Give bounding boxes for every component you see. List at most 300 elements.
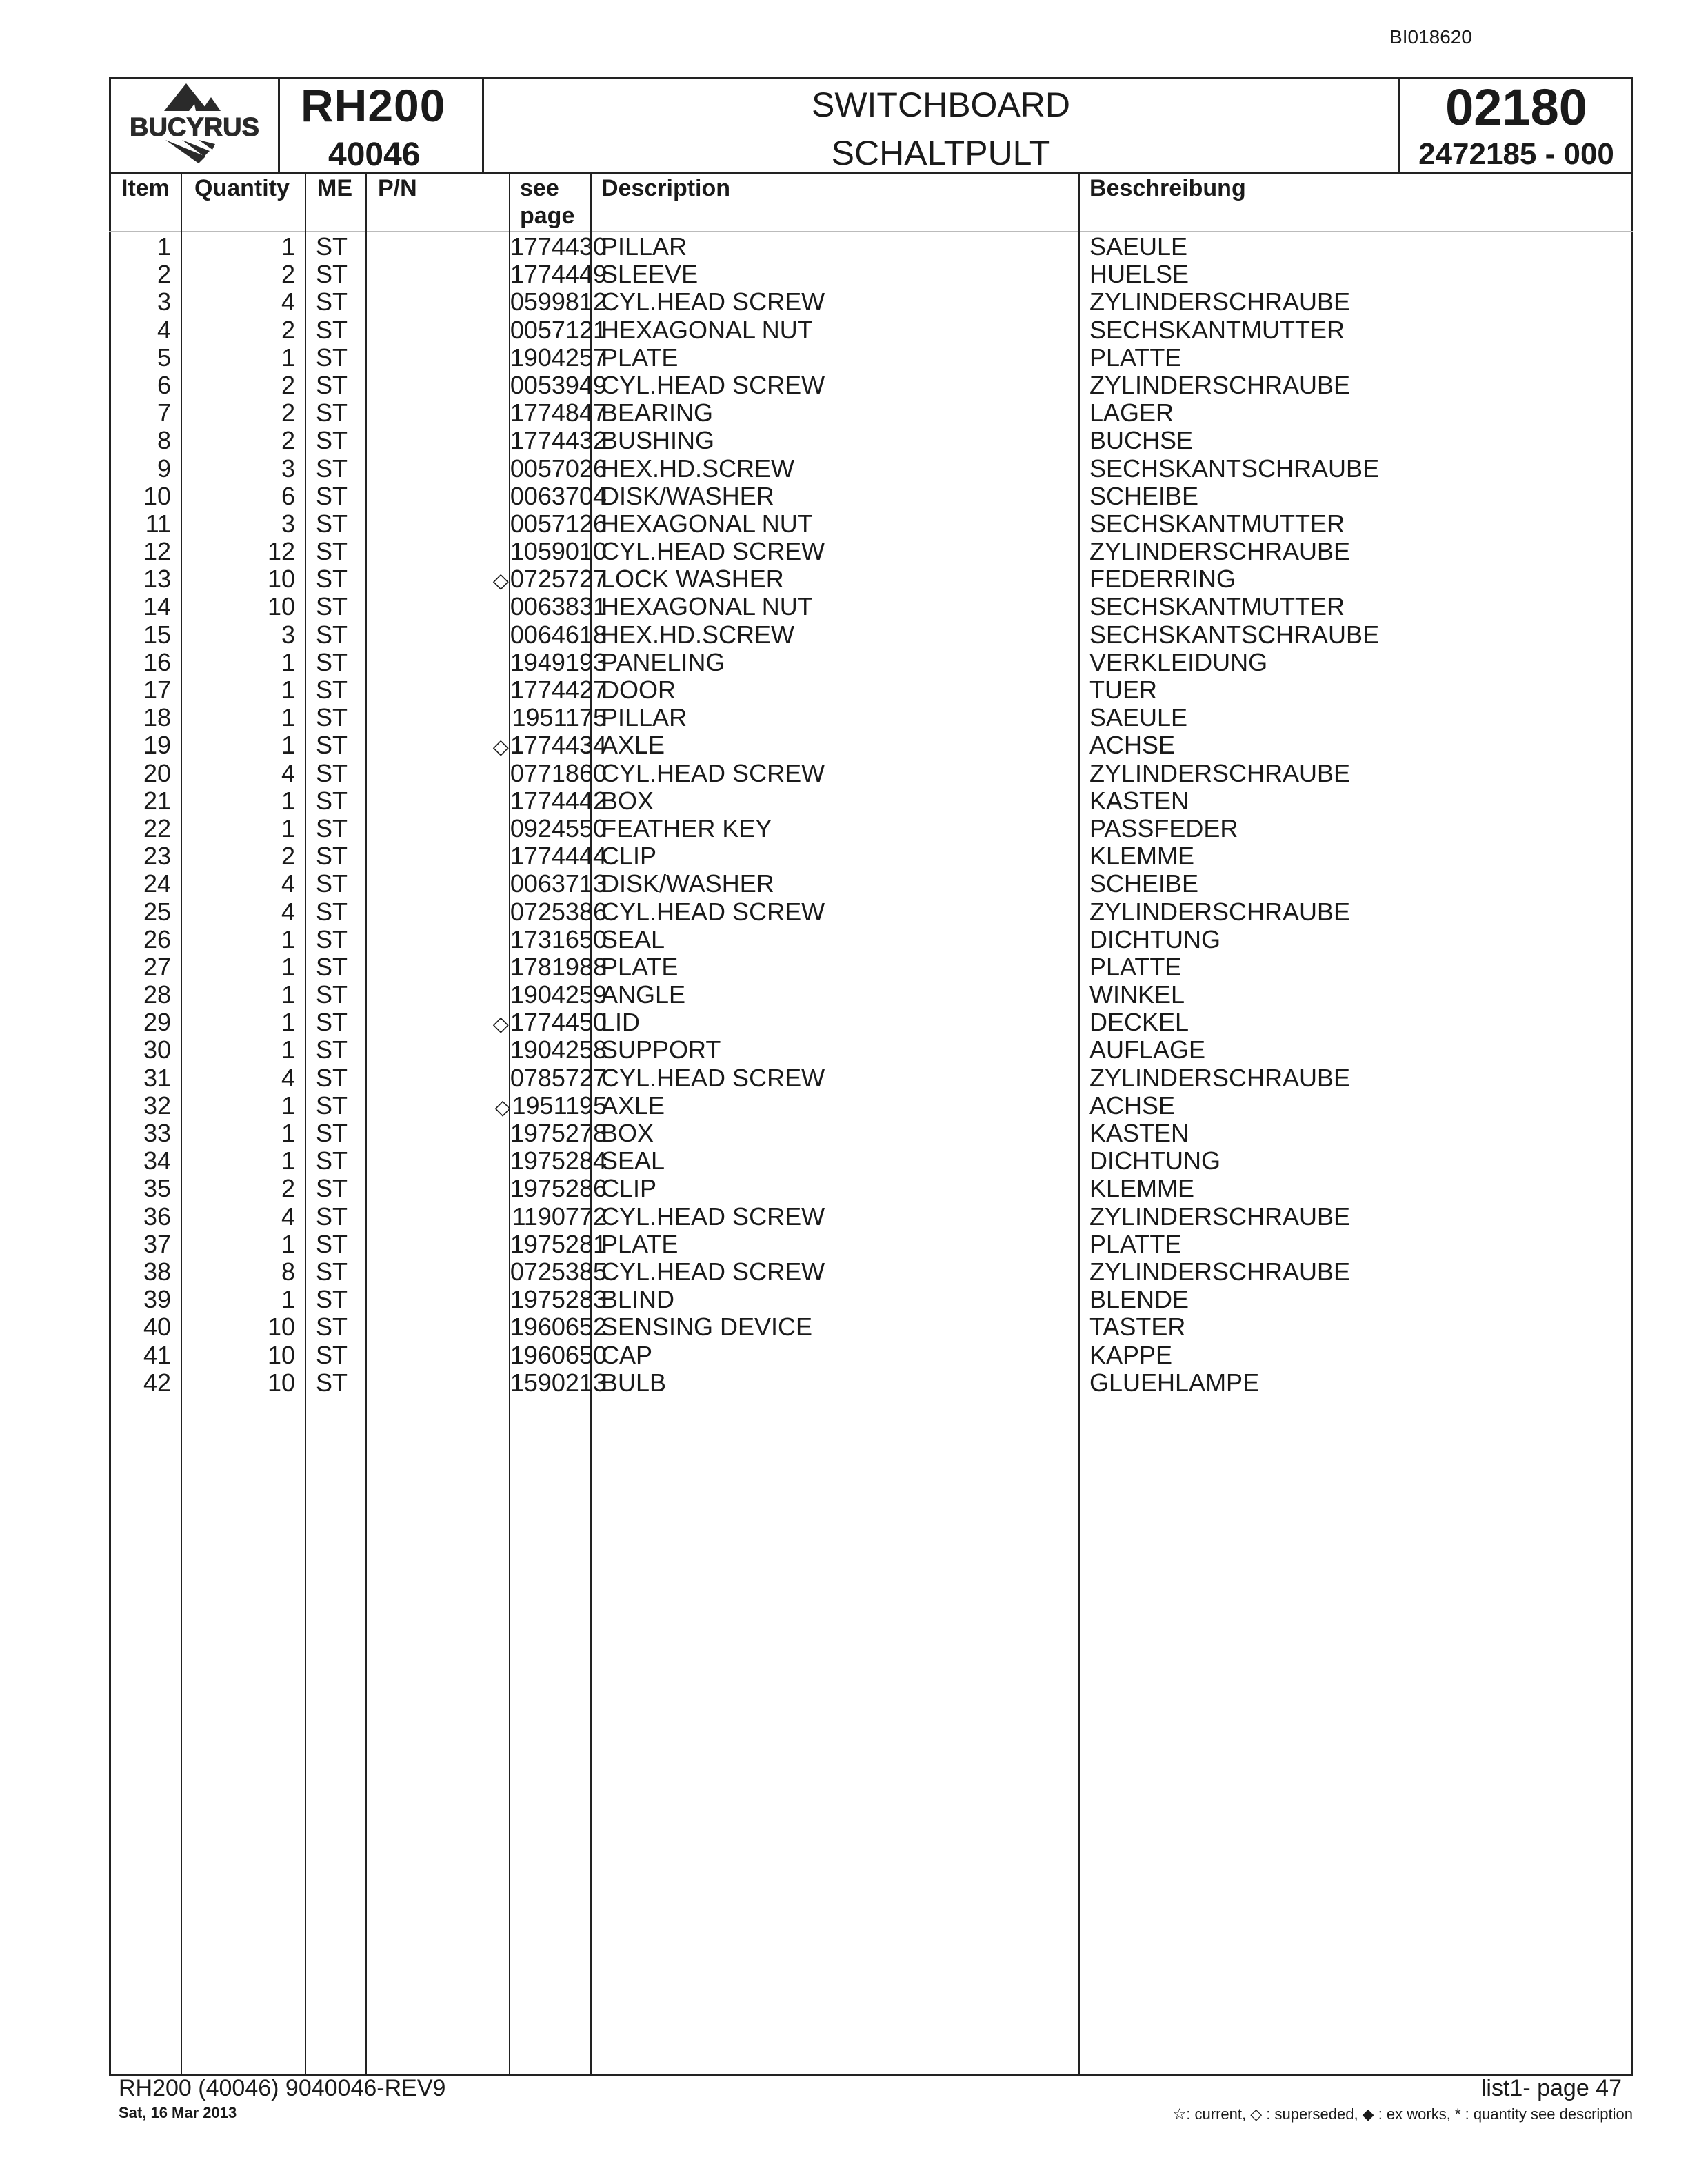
table-row [109, 344, 1633, 372]
part-number: 0599812 [510, 287, 607, 316]
part-number: 1774444 [510, 842, 607, 871]
table-row [109, 1064, 1633, 1092]
description-cell: CAP [601, 1340, 653, 1369]
item-cell: 4 [157, 315, 171, 344]
quantity-cell: 4 [281, 869, 295, 898]
item-cell: 22 [143, 813, 171, 842]
part-number: 1960650 [510, 1340, 607, 1369]
beschreibung-cell: PLATTE [1089, 1229, 1182, 1258]
part-number: 1774434 [510, 731, 607, 760]
description-cell: LOCK WASHER [601, 565, 784, 594]
unit-cell: ST [316, 620, 348, 649]
part-number-cell [370, 926, 607, 953]
description-cell: SEAL [601, 924, 665, 953]
table-row [109, 1036, 1633, 1064]
part-number: 0057121 [510, 315, 607, 344]
part-number-cell [370, 898, 607, 926]
group-cell [1400, 77, 1633, 172]
footer-legend: ☆: current, ◇ : superseded, ◆ : ex works, * : quantity see description [1172, 2105, 1633, 2123]
part-number-cell [370, 565, 607, 595]
table-row [109, 842, 1633, 870]
unit-cell: ST [316, 1119, 348, 1147]
description-cell: CYL.HEAD SCREW [601, 1257, 825, 1286]
footer-page-number: list1- page 47 [1480, 2075, 1622, 2101]
parts-table-body [109, 233, 1633, 1397]
description-cell: CYL.HEAD SCREW [601, 370, 825, 399]
col-header-me: ME [317, 175, 352, 201]
quantity-cell: 10 [267, 592, 295, 621]
beschreibung-cell: SECHSKANTMUTTER [1089, 509, 1345, 538]
part-number: 1975281 [510, 1229, 607, 1258]
col-header-description: Description [601, 175, 731, 201]
quantity-cell: 1 [281, 1091, 295, 1120]
quantity-cell: 1 [281, 952, 295, 981]
quantity-cell: 1 [281, 1229, 295, 1258]
part-number-cell [370, 1120, 607, 1147]
part-number: 1190772 [512, 1202, 607, 1231]
unit-cell: ST [316, 952, 348, 981]
unit-cell: ST [316, 924, 348, 953]
item-cell: 29 [143, 1008, 171, 1037]
part-number: 1975284 [510, 1146, 607, 1175]
item-cell: 25 [143, 897, 171, 926]
unit-cell: ST [316, 676, 348, 704]
description-cell: SENSING DEVICE [601, 1313, 813, 1342]
part-number-cell [370, 1369, 607, 1397]
quantity-cell: 2 [281, 842, 295, 871]
item-cell: 8 [157, 426, 171, 455]
item-cell: 21 [143, 786, 171, 815]
part-number: 0057026 [510, 454, 607, 483]
beschreibung-cell: PASSFEDER [1089, 813, 1238, 842]
beschreibung-cell: TUER [1089, 676, 1157, 704]
part-number: 0924550 [510, 813, 607, 842]
unit-cell: ST [316, 1313, 348, 1342]
footer-doc-ref: RH200 (40046) 9040046-REV9 [119, 2075, 446, 2101]
description-cell: FEATHER KEY [601, 813, 772, 842]
beschreibung-cell: ZYLINDERSCHRAUBE [1089, 758, 1351, 787]
part-number: 0063713 [510, 869, 607, 898]
part-number: 1975283 [510, 1285, 607, 1314]
unit-cell: ST [316, 1340, 348, 1369]
col-header-see: see [520, 175, 559, 201]
beschreibung-cell: SCHEIBE [1089, 869, 1199, 898]
beschreibung-cell: ACHSE [1089, 731, 1176, 760]
unit-cell: ST [316, 1008, 348, 1037]
beschreibung-cell: SECHSKANTSCHRAUBE [1089, 620, 1380, 649]
part-number-cell [370, 510, 607, 538]
quantity-cell: 4 [281, 1063, 295, 1092]
quantity-cell: 1 [281, 813, 295, 842]
logo-cell [109, 77, 280, 172]
quantity-cell: 1 [281, 703, 295, 732]
beschreibung-cell: KLEMME [1089, 842, 1195, 871]
part-number: 1975286 [510, 1174, 607, 1203]
superseded-icon: ◇ [494, 1095, 511, 1119]
unit-cell: ST [316, 1285, 348, 1314]
item-cell: 42 [143, 1368, 171, 1397]
part-number: 1774449 [510, 260, 607, 289]
part-number: 1774450 [510, 1008, 607, 1037]
unit-cell: ST [316, 897, 348, 926]
description-cell: AXLE [601, 1091, 665, 1120]
beschreibung-cell: ZYLINDERSCHRAUBE [1089, 1257, 1351, 1286]
part-number-cell [370, 288, 607, 316]
description-cell: AXLE [601, 731, 665, 760]
quantity-cell: 10 [267, 565, 295, 594]
superseded-icon: ◇ [492, 1013, 509, 1036]
table-row [109, 1009, 1633, 1036]
description-cell: CYL.HEAD SCREW [601, 897, 825, 926]
table-row [109, 483, 1633, 510]
document-id: BI018620 [1389, 26, 1472, 48]
quantity-cell: 1 [281, 786, 295, 815]
part-number-cell [370, 483, 607, 510]
unit-cell: ST [316, 842, 348, 871]
quantity-cell: 2 [281, 1174, 295, 1203]
part-number: 1904259 [510, 980, 607, 1009]
quantity-cell: 1 [281, 1285, 295, 1314]
quantity-cell: 4 [281, 897, 295, 926]
item-cell: 16 [143, 647, 171, 676]
description-cell: BLIND [601, 1285, 675, 1314]
beschreibung-cell: DICHTUNG [1089, 1146, 1220, 1175]
part-number-cell [370, 953, 607, 981]
table-row [109, 649, 1633, 676]
table-row [109, 1203, 1633, 1231]
unit-cell: ST [316, 565, 348, 594]
description-cell: DISK/WASHER [601, 869, 774, 898]
table-row [109, 455, 1633, 483]
table-row [109, 1147, 1633, 1175]
table-row [109, 815, 1633, 842]
unit-cell: ST [316, 287, 348, 316]
group-reference: 2472185 - 000 [1418, 137, 1614, 171]
quantity-cell: 4 [281, 287, 295, 316]
quantity-cell: 1 [281, 232, 295, 261]
description-cell: HEXAGONAL NUT [601, 509, 813, 538]
title-cell [484, 77, 1400, 172]
description-cell: PILLAR [601, 703, 687, 732]
table-row [109, 1369, 1633, 1397]
unit-cell: ST [316, 592, 348, 621]
table-row [109, 621, 1633, 649]
description-cell: CYL.HEAD SCREW [601, 1063, 825, 1092]
item-cell: 18 [143, 703, 171, 732]
quantity-cell: 8 [281, 1257, 295, 1286]
beschreibung-cell: SAEULE [1089, 703, 1188, 732]
item-cell: 6 [157, 370, 171, 399]
beschreibung-cell: GLUEHLAMPE [1089, 1368, 1260, 1397]
item-cell: 31 [143, 1063, 171, 1092]
part-number-cell [370, 649, 607, 676]
part-number-cell [370, 1009, 607, 1038]
beschreibung-cell: ZYLINDERSCHRAUBE [1089, 370, 1351, 399]
part-number-cell [370, 787, 607, 815]
part-number: 0064618 [510, 620, 607, 649]
item-cell: 39 [143, 1285, 171, 1314]
description-cell: BEARING [601, 398, 714, 427]
table-row [109, 565, 1633, 593]
part-number: 1774427 [510, 676, 607, 704]
description-cell: HEX.HD.SCREW [601, 454, 795, 483]
item-cell: 14 [143, 592, 171, 621]
quantity-cell: 1 [281, 1146, 295, 1175]
part-number-cell [370, 731, 607, 761]
beschreibung-cell: AUFLAGE [1089, 1035, 1206, 1064]
beschreibung-cell: HUELSE [1089, 260, 1189, 289]
beschreibung-cell: PLATTE [1089, 343, 1182, 372]
description-cell: BOX [601, 1119, 654, 1147]
part-number: 1774430 [510, 232, 607, 261]
description-cell: BULB [601, 1368, 667, 1397]
table-row [109, 953, 1633, 981]
description-cell: HEXAGONAL NUT [601, 315, 813, 344]
quantity-cell: 3 [281, 509, 295, 538]
description-cell: PANELING [601, 647, 725, 676]
part-number: 0725385 [510, 1257, 607, 1286]
quantity-cell: 6 [281, 481, 295, 510]
description-cell: CYL.HEAD SCREW [601, 758, 825, 787]
unit-cell: ST [316, 1229, 348, 1258]
part-number-cell [370, 1286, 607, 1313]
part-number-cell [370, 760, 607, 787]
table-row [109, 1342, 1633, 1369]
quantity-cell: 2 [281, 315, 295, 344]
table-row [109, 1120, 1633, 1147]
unit-cell: ST [316, 1174, 348, 1203]
part-number-cell [370, 427, 607, 454]
unit-cell: ST [316, 1063, 348, 1092]
col-header-pn: P/N [378, 175, 417, 201]
part-number: 1059010 [510, 537, 607, 566]
quantity-cell: 1 [281, 343, 295, 372]
item-cell: 9 [157, 454, 171, 483]
table-row [109, 1092, 1633, 1120]
part-number: 0063831 [510, 592, 607, 621]
quantity-cell: 3 [281, 454, 295, 483]
description-cell: CYL.HEAD SCREW [601, 1202, 825, 1231]
part-number: 0053949 [510, 370, 607, 399]
quantity-cell: 1 [281, 924, 295, 953]
part-number: 1774432 [510, 426, 607, 455]
description-cell: CYL.HEAD SCREW [601, 287, 825, 316]
part-number: 1774442 [510, 786, 607, 815]
part-number: 0725727 [510, 565, 607, 594]
item-cell: 33 [143, 1119, 171, 1147]
table-row [109, 1313, 1633, 1341]
unit-cell: ST [316, 703, 348, 732]
item-cell: 27 [143, 952, 171, 981]
part-number-cell [370, 261, 607, 288]
header-row [109, 77, 1633, 174]
beschreibung-cell: KASTEN [1089, 786, 1189, 815]
quantity-cell: 1 [281, 980, 295, 1009]
description-cell: CLIP [601, 1174, 657, 1203]
item-cell: 3 [157, 287, 171, 316]
item-cell: 13 [143, 565, 171, 594]
part-number: 1904257 [510, 343, 607, 372]
table-row [109, 1258, 1633, 1286]
description-cell: ANGLE [601, 980, 686, 1009]
item-cell: 34 [143, 1146, 171, 1175]
beschreibung-cell: ZYLINDERSCHRAUBE [1089, 287, 1351, 316]
table-row [109, 372, 1633, 399]
unit-cell: ST [316, 509, 348, 538]
unit-cell: ST [316, 758, 348, 787]
beschreibung-cell: DECKEL [1089, 1008, 1189, 1037]
svg-text:BUCYRUS: BUCYRUS [130, 113, 259, 142]
table-row [109, 731, 1633, 759]
unit-cell: ST [316, 813, 348, 842]
quantity-cell: 1 [281, 1119, 295, 1147]
part-number-cell [370, 842, 607, 870]
part-number-cell [370, 621, 607, 649]
model-cell [280, 77, 484, 172]
quantity-cell: 1 [281, 1035, 295, 1064]
beschreibung-cell: ZYLINDERSCHRAUBE [1089, 537, 1351, 566]
table-row [109, 233, 1633, 261]
quantity-cell: 2 [281, 426, 295, 455]
table-row [109, 787, 1633, 815]
table-row [109, 898, 1633, 926]
item-cell: 36 [143, 1202, 171, 1231]
description-cell: CYL.HEAD SCREW [601, 537, 825, 566]
unit-cell: ST [316, 869, 348, 898]
table-row [109, 261, 1633, 288]
item-cell: 17 [143, 676, 171, 704]
col-header-item: Item [121, 175, 170, 201]
part-number-cell [370, 981, 607, 1009]
quantity-cell: 1 [281, 676, 295, 704]
group-number: 02180 [1445, 79, 1587, 136]
item-cell: 12 [143, 537, 171, 566]
part-number-cell [370, 372, 607, 399]
table-row [109, 760, 1633, 787]
table-row [109, 1231, 1633, 1258]
description-cell: DISK/WASHER [601, 481, 774, 510]
beschreibung-cell: SCHEIBE [1089, 481, 1199, 510]
unit-cell: ST [316, 647, 348, 676]
description-cell: HEX.HD.SCREW [601, 620, 795, 649]
description-cell: DOOR [601, 676, 676, 704]
table-row [109, 427, 1633, 454]
table-row [109, 676, 1633, 704]
superseded-icon: ◇ [492, 736, 509, 759]
part-number-cell [370, 344, 607, 372]
part-number-cell [370, 1203, 607, 1231]
beschreibung-cell: ZYLINDERSCHRAUBE [1089, 1063, 1351, 1092]
beschreibung-cell: WINKEL [1089, 980, 1185, 1009]
item-cell: 30 [143, 1035, 171, 1064]
part-number: 0725386 [510, 897, 607, 926]
item-cell: 7 [157, 398, 171, 427]
table-row [109, 926, 1633, 953]
part-number: 1904258 [510, 1035, 607, 1064]
table-row [109, 981, 1633, 1009]
beschreibung-cell: KASTEN [1089, 1119, 1189, 1147]
part-number-cell [370, 1036, 607, 1064]
part-number-cell [370, 1147, 607, 1175]
part-number-cell [370, 1313, 607, 1341]
unit-cell: ST [316, 1035, 348, 1064]
item-cell: 23 [143, 842, 171, 871]
description-cell: HEXAGONAL NUT [601, 592, 813, 621]
beschreibung-cell: PLATTE [1089, 952, 1182, 981]
part-number: 1590213 [510, 1368, 607, 1397]
part-number: 1781988 [510, 952, 607, 981]
beschreibung-cell: LAGER [1089, 398, 1174, 427]
table-row [109, 510, 1633, 538]
table-row [109, 316, 1633, 344]
item-cell: 38 [143, 1257, 171, 1286]
item-cell: 1 [157, 232, 171, 261]
beschreibung-cell: KAPPE [1089, 1340, 1173, 1369]
item-cell: 10 [143, 481, 171, 510]
part-number: 1951195 [512, 1091, 607, 1120]
beschreibung-cell: TASTER [1089, 1313, 1186, 1342]
unit-cell: ST [316, 426, 348, 455]
part-number-cell [370, 1092, 607, 1122]
part-number-cell [370, 316, 607, 344]
unit-cell: ST [316, 537, 348, 566]
description-cell: SEAL [601, 1146, 665, 1175]
table-row [109, 538, 1633, 565]
part-number-cell [370, 1064, 607, 1092]
table-row [109, 704, 1633, 731]
part-number: 1731650 [510, 924, 607, 953]
superseded-icon: ◇ [492, 569, 509, 593]
col-header-quantity: Quantity [194, 175, 290, 201]
beschreibung-cell: SECHSKANTMUTTER [1089, 315, 1345, 344]
quantity-cell: 1 [281, 647, 295, 676]
table-row [109, 399, 1633, 427]
quantity-cell: 10 [267, 1340, 295, 1369]
part-number: 1774847 [510, 398, 607, 427]
part-number-cell [370, 1258, 607, 1286]
description-cell: CLIP [601, 842, 657, 871]
item-cell: 40 [143, 1313, 171, 1342]
quantity-cell: 2 [281, 370, 295, 399]
unit-cell: ST [316, 1146, 348, 1175]
unit-cell: ST [316, 1091, 348, 1120]
description-cell: PLATE [601, 343, 679, 372]
part-number-cell [370, 455, 607, 483]
col-header-beschreibung: Beschreibung [1089, 175, 1246, 201]
unit-cell: ST [316, 786, 348, 815]
part-number: 1975278 [510, 1119, 607, 1147]
bucyrus-logo [109, 77, 280, 172]
unit-cell: ST [316, 398, 348, 427]
beschreibung-cell: SECHSKANTSCHRAUBE [1089, 454, 1380, 483]
unit-cell: ST [316, 260, 348, 289]
beschreibung-cell: KLEMME [1089, 1174, 1195, 1203]
quantity-cell: 10 [267, 1313, 295, 1342]
item-cell: 37 [143, 1229, 171, 1258]
model-name: RH200 [301, 80, 446, 131]
description-cell: BOX [601, 786, 654, 815]
part-number-cell [370, 538, 607, 565]
beschreibung-cell: ZYLINDERSCHRAUBE [1089, 1202, 1351, 1231]
item-cell: 35 [143, 1174, 171, 1203]
beschreibung-cell: BLENDE [1089, 1285, 1189, 1314]
table-row [109, 593, 1633, 620]
item-cell: 11 [145, 509, 171, 538]
table-row [109, 870, 1633, 898]
item-cell: 19 [143, 731, 171, 760]
item-cell: 41 [143, 1340, 171, 1369]
beschreibung-cell: ZYLINDERSCHRAUBE [1089, 897, 1351, 926]
